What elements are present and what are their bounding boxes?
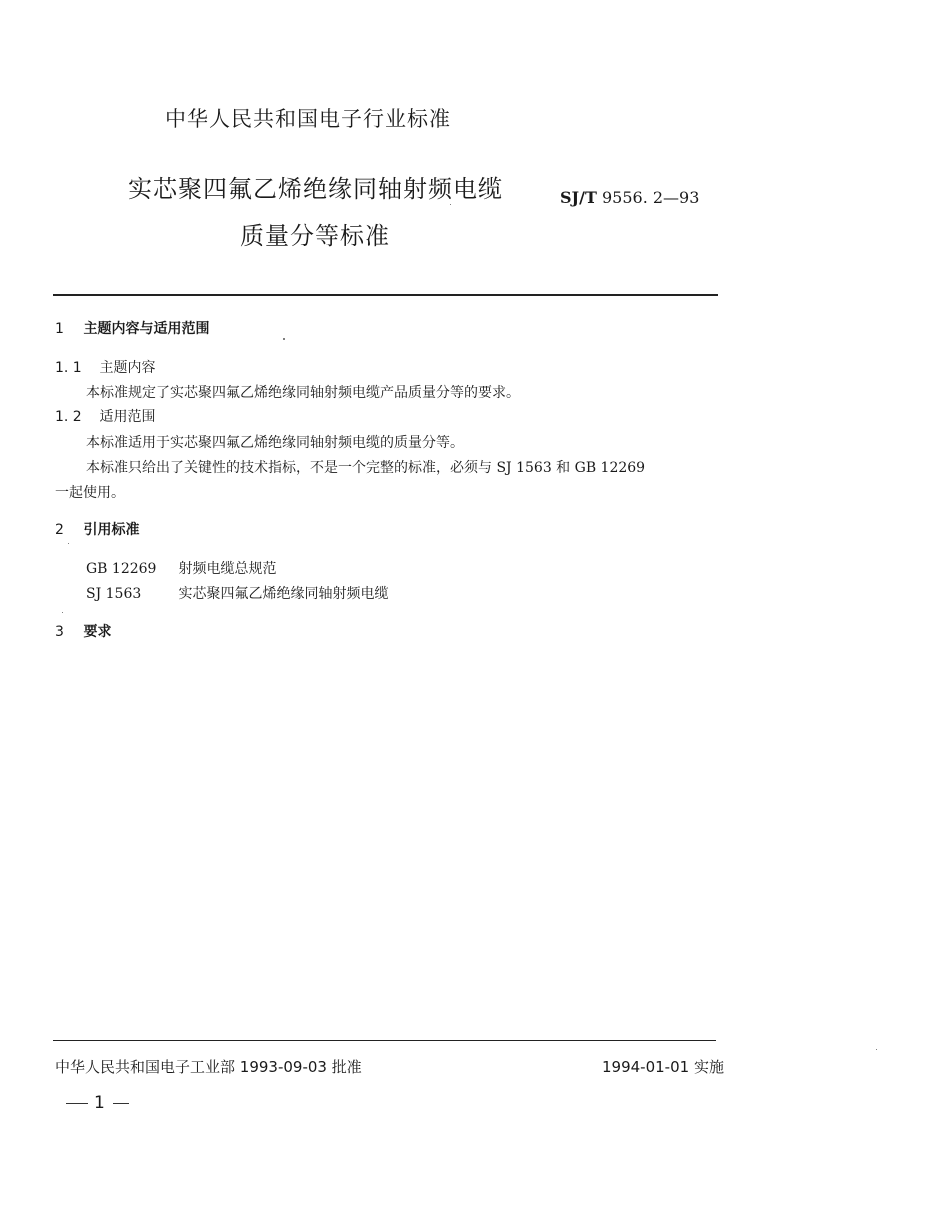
page-number-value: 1 (94, 1093, 105, 1113)
scan-speck (876, 1049, 877, 1050)
section-1-heading (55, 318, 209, 338)
header-divider (53, 294, 718, 296)
page-number (66, 1093, 129, 1113)
page-number-dash-right (113, 1103, 129, 1104)
section-1-2-paragraph-2-line-1: 本标准只给出了关键性的技术指标，不是一个完整的标准，必须与 SJ 1563 和 GB 12269 (86, 460, 646, 476)
section-title: 主题内容 (99, 360, 156, 376)
section-number: 1. 1 (55, 360, 82, 376)
section-title: 引用标准 (83, 522, 140, 538)
section-number: 1 (55, 321, 64, 337)
standard-number: 9556. 2—93 (601, 188, 700, 207)
section-title: 适用范围 (99, 409, 156, 425)
section-1-2-heading (55, 406, 155, 426)
section-title: 要求 (83, 624, 112, 640)
section-number: 1. 2 (55, 409, 82, 425)
page-number-dash-left (66, 1103, 88, 1104)
reference-item (86, 583, 388, 603)
scan-speck (68, 543, 69, 544)
footer-divider (53, 1040, 716, 1041)
scan-speck (450, 204, 451, 205)
reference-item (86, 558, 276, 578)
section-1-1-paragraph: 本标准规定了实芯聚四氟乙烯绝缘同轴射频电缆产品质量分等的要求。 (86, 385, 520, 401)
section-number: 3 (55, 624, 64, 640)
section-2-heading (55, 519, 139, 539)
issuing-body: 中华人民共和国电子行业标准 (165, 107, 451, 131)
document-title-line-1: 实芯聚四氟乙烯绝缘同轴射频电缆 (128, 175, 503, 203)
standard-prefix: SJ/T (560, 188, 597, 207)
scan-speck (62, 612, 63, 613)
document-title-line-2: 质量分等标准 (240, 222, 390, 250)
standard-code (560, 188, 699, 207)
section-1-2-paragraph-2-line-2: 一起使用。 (55, 485, 125, 501)
reference-name: 射频电缆总规范 (178, 561, 277, 577)
scan-speck (283, 338, 285, 340)
section-title: 主题内容与适用范围 (83, 321, 210, 337)
section-1-2-paragraph-1: 本标准适用于实芯聚四氟乙烯绝缘同轴射频电缆的质量分等。 (86, 435, 464, 451)
approval-line: 中华人民共和国电子工业部 1993-09-03 批准 (55, 1058, 362, 1076)
reference-code: SJ 1563 (86, 586, 142, 602)
section-1-1-heading (55, 357, 155, 377)
effective-date: 1994-01-01 实施 (602, 1058, 724, 1076)
section-3-heading (55, 621, 111, 641)
section-number: 2 (55, 522, 64, 538)
reference-name: 实芯聚四氟乙烯绝缘同轴射频电缆 (178, 586, 389, 602)
reference-code: GB 12269 (86, 561, 157, 577)
